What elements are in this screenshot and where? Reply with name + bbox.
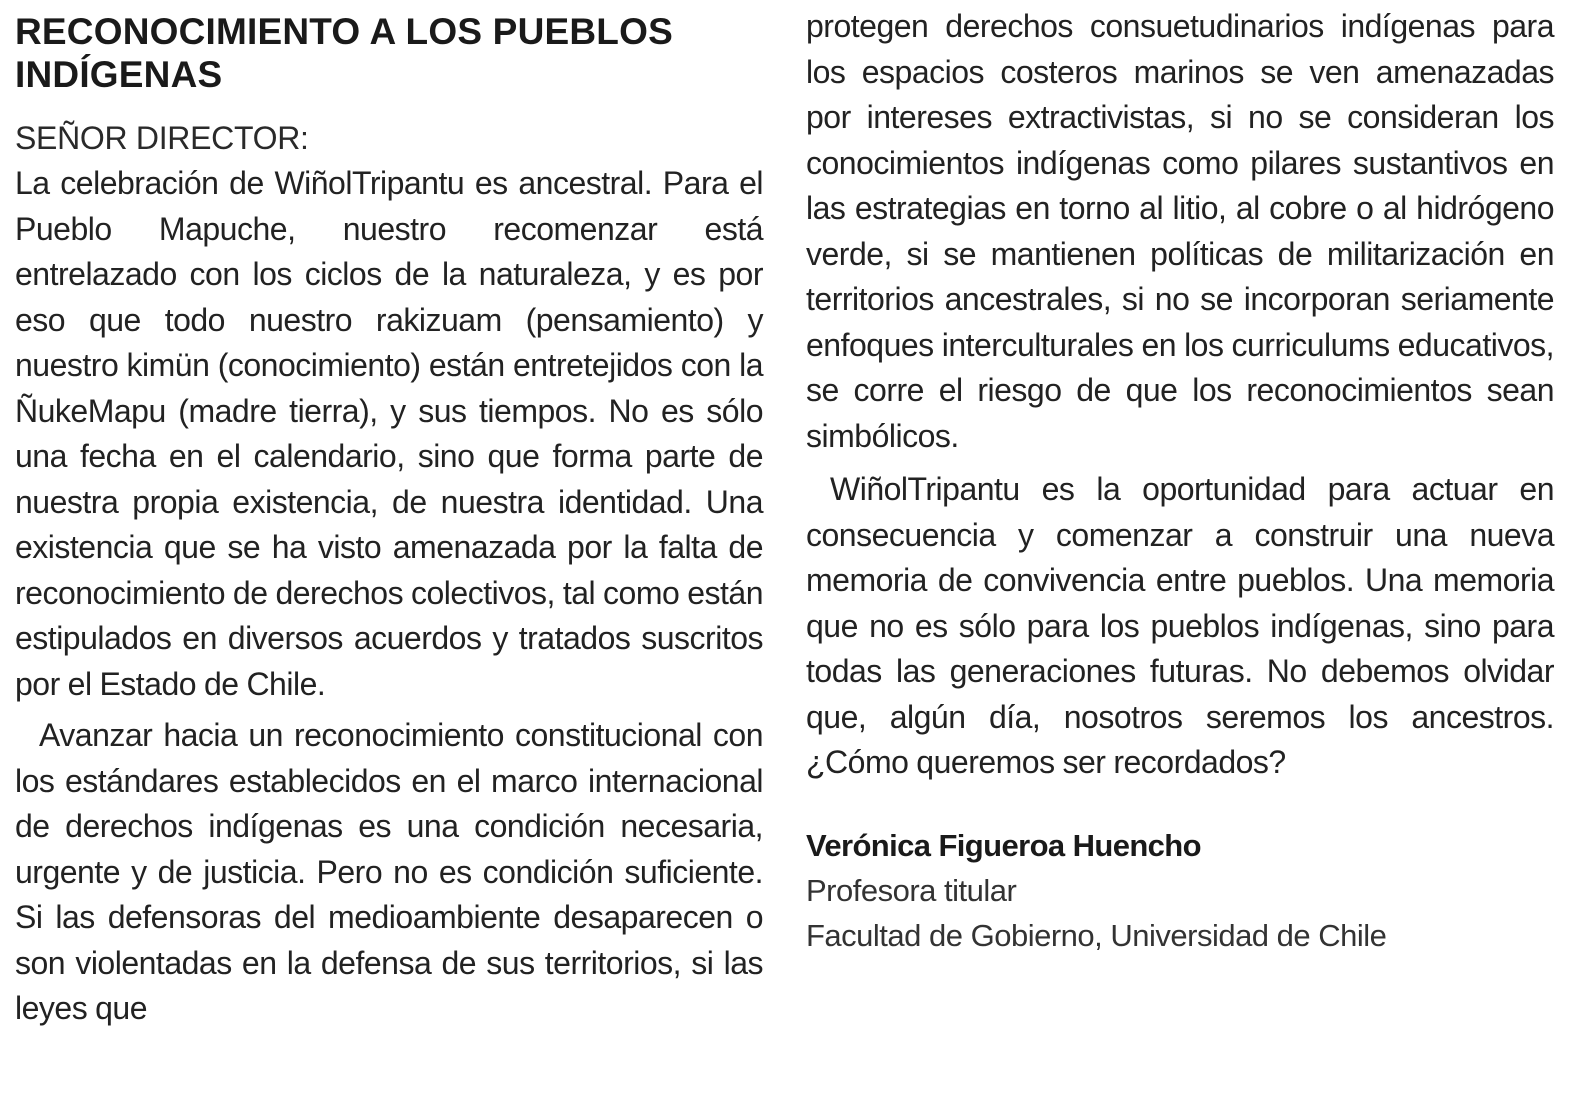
author-affiliation: Facultad de Gobierno, Universidad de Chile [806, 917, 1387, 953]
left-column [15, 0, 763, 1032]
body-paragraph-2: Avanzar hacia un reconocimiento constitucional con los estándares establecidos en el marco internacional de derechos indígenas es una condición necesaria, urgente y de justicia. Pero no es condición suficiente. Si las defensoras del medioambiente desaparecen o son violentadas en la defensa de sus territorios, si las leyes que [15, 717, 763, 1026]
author-name: Verónica Figueroa Huencho [806, 827, 1201, 863]
body-paragraph-2-continued: protegen derechos consuetudinarios indígenas para los espacios costeros marinos se ven amenazadas por intereses extractivistas, si no se consideran los conocimientos indígenas como pilares sustantivos en las estrategias en torno al litio, al cobre o al hidrógeno verde, si se mantienen políticas de militarización en territorios ancestrales, si no se incorporan seriamente enfoques interculturales en los curriculums educativos, se corre el riesgo de que los reconocimientos sean simbólicos. [806, 8, 1554, 454]
signature-block [806, 824, 1554, 958]
author-title: Profesora titular [806, 872, 1017, 908]
body-paragraph-3: WiñolTripantu es la oportunidad para actuar en consecuencia y comenzar a construir una nueva memoria de convivencia entre pueblos. Una memoria que no es sólo para los pueblos indígenas, sino para todas las generaciones futuras. No debemos olvidar que, algún día, nosotros seremos los ancestros. ¿Cómo queremos ser recordados? [806, 471, 1554, 780]
right-column [806, 0, 1554, 958]
salutation: SEÑOR DIRECTOR: [15, 120, 309, 156]
article-headline: RECONOCIMIENTO A LOS PUEBLOS INDÍGENAS [15, 11, 673, 95]
body-paragraph-1: La celebración de WiñolTripantu es ancestral. Para el Pueblo Mapuche, nuestro recomenzar está entrelazado con los ciclos de la naturaleza, y es por eso que todo nuestro rakizuam (pensamiento) y nuestro kimün (conocimiento) están entretejidos con la ÑukeMapu (madre tierra), y sus tiempos. No es sólo una fecha en el calendario, sino que forma parte de nuestra propia existencia, de nuestra identidad. Una existencia que se ha visto amenazada por la falta de reconocimiento de derechos colectivos, tal como están estipulados en diversos acuerdos y tratados suscritos por el Estado de Chile. [15, 165, 763, 702]
